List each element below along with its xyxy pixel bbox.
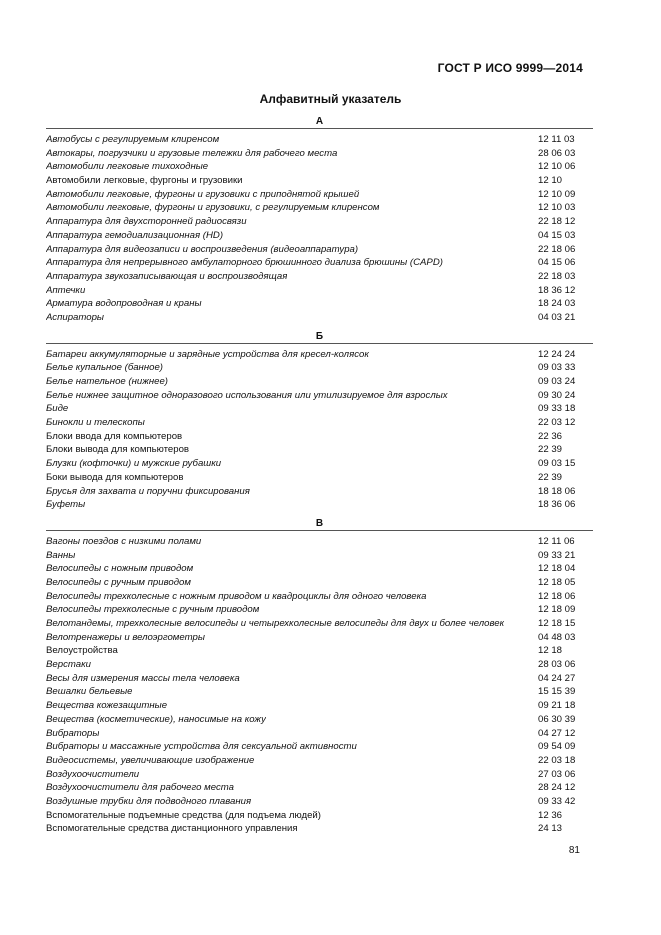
index-term: Боки вывода для компьютеров	[46, 471, 184, 483]
page-number: 81	[568, 845, 580, 856]
index-entry	[46, 361, 593, 375]
index-entry	[46, 631, 593, 645]
index-entry	[46, 430, 593, 444]
classification-code: 12 18 05	[538, 576, 576, 588]
index-entry	[46, 348, 593, 362]
classification-code: 22 18 12	[538, 216, 576, 228]
index-term: Белье купальное (банное)	[46, 362, 163, 374]
index-entry	[46, 809, 593, 823]
index-entry	[46, 576, 593, 590]
classification-code: 18 18 06	[538, 485, 576, 497]
index-term: Автомобили легковые, фургоны и грузовики	[46, 175, 243, 187]
index-term: Вспомогательные средства дистанционного управления	[46, 823, 298, 835]
index-term: Бинокли и телескопы	[46, 417, 145, 429]
index-term: Вибраторы	[46, 727, 100, 739]
index-term: Велотренажеры и велоэргометры	[46, 631, 205, 643]
classification-code: 12 18 15	[538, 618, 576, 629]
index-term: Велосипеды с ножным приводом	[46, 563, 194, 575]
classification-code: 12 10	[538, 175, 563, 187]
classification-code: 04 15 06	[538, 257, 576, 269]
index-entry	[46, 443, 593, 457]
section-letter-heading: Б	[46, 330, 593, 344]
classification-code: 28 03 06	[538, 659, 576, 671]
index-entry	[46, 188, 593, 202]
classification-code: 18 36 06	[538, 499, 576, 511]
classification-code: 04 48 03	[538, 631, 576, 643]
index-term: Велотандемы, трехколесные велосипеды и четырехколесные велосипеды для двух и более человек	[46, 618, 505, 629]
index-entry	[46, 781, 593, 795]
index-term: Аппаратура звукозаписывающая и воспроизводящая	[46, 270, 288, 282]
index-entry	[46, 133, 593, 147]
index-term: Батареи аккумуляторные и зарядные устройства для кресел-колясок	[46, 348, 369, 360]
classification-code: 12 10 06	[538, 161, 576, 173]
index-entry	[46, 402, 593, 416]
index-term: Буфеты	[46, 499, 86, 511]
classification-code: 09 03 24	[538, 376, 576, 387]
classification-code: 22 18 06	[538, 243, 576, 255]
index-term: Блоки вывода для компьютеров	[46, 444, 190, 456]
classification-code: 04 24 27	[538, 672, 576, 684]
index-entry	[46, 270, 593, 284]
index-entry	[46, 485, 593, 499]
classification-code: 22 03 18	[538, 754, 576, 766]
index-entry	[46, 311, 593, 325]
index-term: Вибраторы и массажные устройства для сексуальной активности	[46, 741, 357, 753]
index-entry	[46, 617, 593, 631]
index-term: Аппаратура для непрерывного амбулаторного брюшинного диализа брюшины (CAPD)	[46, 257, 443, 269]
index-term: Видеосистемы, увеличивающие изображение	[46, 754, 255, 766]
index-term: Аппаратура гемодиализационная (HD)	[46, 229, 224, 241]
index-entry	[46, 284, 593, 298]
index-term: Вагоны поездов с низкими полами	[46, 535, 202, 547]
index-entry	[46, 471, 593, 485]
classification-code: 12 18 09	[538, 604, 576, 616]
classification-code: 04 15 03	[538, 229, 576, 241]
page-title: Алфавитный указатель	[259, 92, 402, 106]
index-term: Вещества (косметические), наносимые на кожу	[46, 713, 266, 725]
classification-code: 09 21 18	[538, 700, 576, 712]
index-term: Автомобили легковые, фургоны и грузовики, с регулируемым клиренсом	[46, 202, 380, 214]
classification-code: 12 10 09	[538, 188, 576, 200]
index-term: Воздухоочистители для рабочего места	[46, 782, 234, 794]
classification-code: 09 30 24	[538, 389, 576, 401]
classification-code: 22 18 03	[538, 270, 576, 282]
index-term: Велосипеды с ручным приводом	[46, 576, 191, 588]
index-term: Весы для измерения массы тела человека	[46, 672, 240, 684]
index-entry	[46, 768, 593, 782]
index-entry	[46, 713, 593, 727]
index-term: Вешалки бельевые	[46, 686, 133, 698]
index-entry	[46, 685, 593, 699]
index-entry	[46, 549, 593, 563]
index-entry	[46, 389, 593, 403]
index-entry	[46, 229, 593, 243]
index-entry	[46, 201, 593, 215]
index-entry	[46, 147, 593, 161]
index-term: Аппаратура для двухсторонней радиосвязи	[46, 216, 247, 228]
classification-code: 18 24 03	[538, 298, 576, 310]
classification-code: 28 24 12	[538, 782, 576, 794]
index-entry	[46, 174, 593, 188]
classification-code: 04 03 21	[538, 311, 576, 323]
index-entry	[46, 822, 593, 836]
classification-code: 12 36	[538, 809, 563, 821]
index-term: Блузки (кофточки) и мужские рубашки	[46, 458, 222, 470]
index-term: Велосипеды трехколесные с ножным приводом и квадроциклы для одного человека	[46, 590, 427, 602]
index-term: Биде	[46, 403, 69, 415]
classification-code: 12 11 06	[538, 535, 575, 547]
index-term: Брусья для захвата и поручни фиксирования	[46, 485, 250, 497]
index-term: Автобусы с регулируемым клиренсом	[46, 134, 220, 145]
section-letter-heading: А	[46, 115, 593, 129]
index-entry	[46, 375, 593, 389]
index-term: Белье нательное (нижнее)	[46, 376, 168, 387]
index-term: Велоустройства	[46, 645, 118, 657]
index-term: Арматура водопроводная и краны	[46, 298, 202, 310]
classification-code: 24 13	[538, 823, 563, 835]
index-term: Аппаратура для видеозаписи и воспроизведения (видеоаппаратура)	[46, 243, 359, 255]
index-entry	[46, 699, 593, 713]
index-entry	[46, 562, 593, 576]
classification-code: 12 18 06	[538, 590, 576, 602]
index-entry	[46, 256, 593, 270]
index-entry	[46, 243, 593, 257]
classification-code: 22 36	[538, 430, 563, 442]
classification-code: 09 54 09	[538, 741, 576, 753]
index-term: Автомобили легковые, фургоны и грузовики с приподнятой крышей	[46, 188, 360, 200]
index-term: Аспираторы	[46, 311, 104, 323]
index-entry	[46, 160, 593, 174]
index-term: Блоки ввода для компьютеров	[46, 430, 183, 442]
index-term: Белье нижнее защитное одноразового использования или утилизируемое для взрослых	[46, 389, 448, 401]
index-entry	[46, 644, 593, 658]
index-entry	[46, 498, 593, 512]
classification-code: 12 24 24	[538, 348, 576, 360]
classification-code: 27 03 06	[538, 768, 576, 780]
classification-code: 28 06 03	[538, 147, 576, 159]
classification-code: 22 03 12	[538, 417, 576, 429]
index-term: Аптечки	[46, 284, 86, 296]
document-standard-header: ГОСТ Р ИСО 9999—2014	[437, 61, 583, 75]
index-term: Верстаки	[46, 659, 91, 671]
classification-code: 15 15 39	[538, 686, 576, 698]
classification-code: 12 18 04	[538, 563, 576, 575]
classification-code: 09 33 18	[538, 403, 576, 415]
index-term: Автомобили легковые тихоходные	[46, 161, 209, 173]
index-entry	[46, 416, 593, 430]
index-entry	[46, 727, 593, 741]
index-entry	[46, 535, 593, 549]
index-entry	[46, 215, 593, 229]
index-term: Ванны	[46, 549, 76, 561]
classification-code: 09 03 15	[538, 458, 576, 470]
index-term: Велосипеды трехколесные с ручным приводом	[46, 604, 260, 616]
index-term: Воздухоочистители	[46, 768, 140, 780]
classification-code: 18 36 12	[538, 284, 576, 296]
index-entry	[46, 590, 593, 604]
classification-code: 09 33 42	[538, 795, 576, 807]
index-term: Автокары, погрузчики и грузовые тележки для рабочего места	[46, 147, 338, 159]
index-entry	[46, 795, 593, 809]
classification-code: 12 10 03	[538, 202, 576, 214]
index-entry	[46, 603, 593, 617]
classification-code: 22 39	[538, 471, 563, 483]
index-entry	[46, 457, 593, 471]
classification-code: 12 11 03	[538, 134, 575, 145]
index-term: Воздушные трубки для подводного плавания	[46, 795, 252, 807]
classification-code: 09 03 33	[538, 362, 576, 374]
classification-code: 06 30 39	[538, 713, 576, 725]
classification-code: 09 33 21	[538, 549, 576, 561]
classification-code: 12 18	[538, 645, 563, 657]
index-entry	[46, 672, 593, 686]
index-entry	[46, 297, 593, 311]
classification-code: 04 27 12	[538, 727, 576, 739]
index-entry	[46, 658, 593, 672]
alphabetical-index	[46, 115, 593, 836]
section-letter-heading: В	[46, 517, 593, 531]
index-term: Вспомогательные подъемные средства (для подъема людей)	[46, 809, 321, 821]
index-entry	[46, 740, 593, 754]
classification-code: 22 39	[538, 444, 563, 456]
index-term: Вещества кожезащитные	[46, 700, 168, 712]
index-entry	[46, 754, 593, 768]
